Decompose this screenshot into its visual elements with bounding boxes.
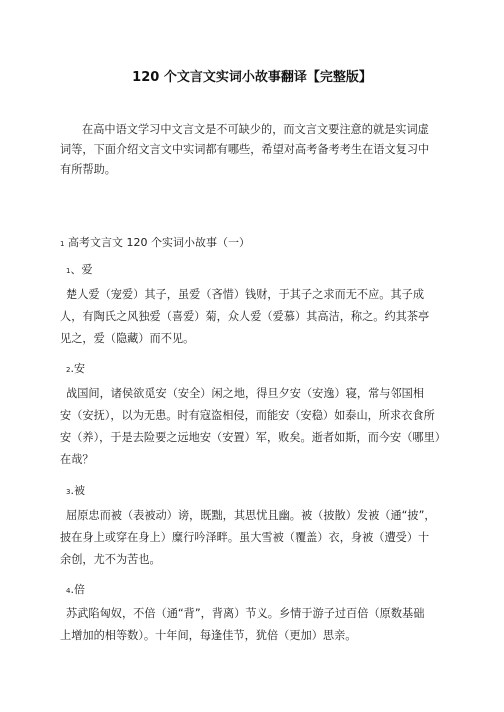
paragraph-line: 战国间，诸侯欲觅安（安全）闲之地，得旦夕安（安逸）寝，常与邻国相 (66, 387, 425, 400)
item-heading-text: .安 (70, 362, 85, 375)
paragraph-line: 安（养），于是去险要之远地安（安置）军，败矣。逝者如斯，而今安（哪里） (60, 431, 446, 444)
document-title: 120 个文言文实词小故事翻译【完整版】 (132, 70, 372, 85)
item-heading (66, 583, 85, 598)
item-heading (66, 263, 92, 278)
item-heading-text: .倍 (70, 583, 85, 596)
paragraph-line: 见之，爱（隐藏）而不见。 (60, 332, 195, 345)
item-paragraph (60, 284, 456, 350)
item-paragraph (60, 603, 456, 647)
intro-line: 词等，下面介绍文言文中实词都有哪些，希望对高考备考考生在语文复习中 (60, 143, 430, 156)
paragraph-line: 披在身上或穿在身上）糜行吟泽畔。虽大雪被（覆盖）衣，身被（遭受）十 (60, 531, 430, 544)
paragraph-line: 楚人爱（宠爱）其子，虽爱（吝惜）钱财，于其子之求而无不应。其子成 (66, 288, 425, 301)
item-paragraph (60, 383, 456, 471)
paragraph-line: 安（安抚），以为无患。时有寇盗相侵，而能安（安稳）如泰山，所求衣食所 (60, 409, 435, 422)
item-heading-text: 、爱 (70, 263, 93, 276)
item-number: 2 (66, 366, 71, 374)
paragraph-line: 上增加的相等数）。十年间，每逢佳节，犹倍（更加）思亲。 (60, 629, 357, 642)
item-heading (66, 362, 85, 377)
item-heading-text: .被 (70, 484, 85, 497)
item-number: 4 (66, 587, 71, 595)
paragraph-line: 屈原忠而被（表被动）谤，既黜，其思忧且幽。被（披散）发被（通“披”， (66, 509, 436, 522)
section-heading (60, 236, 250, 251)
section-heading-text: 高考文言文 120 个实词小故事（一） (67, 236, 250, 249)
item-number: 1 (66, 267, 71, 275)
item-paragraph (60, 505, 456, 571)
intro-paragraph (60, 120, 452, 180)
paragraph-line: 人，有陶氏之风独爱（喜爱）菊，众人爱（爱慕）其高洁，称之。约其茶亭 (60, 310, 430, 323)
intro-line: 在高中语文学习中文言文是不可缺少的，而文言文要注意的就是实词虚 (82, 123, 429, 136)
intro-line: 有所帮助。 (60, 163, 116, 176)
paragraph-line: 苏武陷匈奴，不倍（通“背”，背离）节义。乡情于游子过百倍（原数基础 (66, 607, 425, 620)
paragraph-line: 余创，尤不为苦也。 (60, 553, 161, 566)
section-number: 1 (60, 240, 65, 248)
item-heading (66, 484, 85, 499)
item-number: 3 (66, 488, 71, 496)
paragraph-line: 在哉？ (60, 453, 94, 466)
